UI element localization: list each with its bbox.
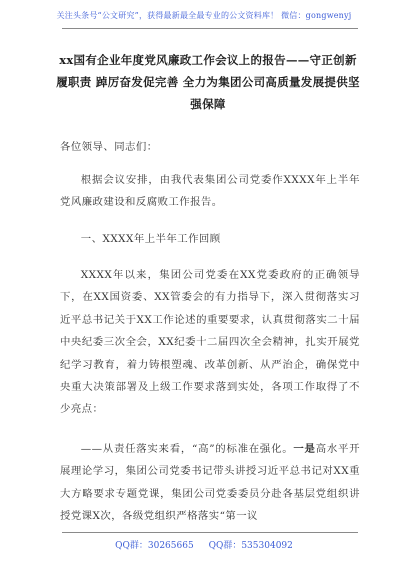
paragraph-emphasis: 一是 xyxy=(293,443,316,455)
salutation: 各位领导、同志们： xyxy=(60,141,158,153)
footer-divider xyxy=(62,532,358,533)
header-divider xyxy=(62,28,358,29)
footer xyxy=(0,538,408,551)
paragraph-rest: 高水平开展理论学习，集团公司党委书记带头讲授习近平总书记对XX重大方略要求专题党课，集团公司党委委员分赴各基层党组织讲授党课X次，各级党组织严格落实“第一议 xyxy=(60,443,361,523)
footer-qq-group-1: QQ群：30265665 xyxy=(115,541,194,551)
header-banner: 关注头条号“公文研究”，获得最新最全最专业的公文资料库！ 微信：gongwenyj xyxy=(56,11,352,20)
paragraph-lead: ——从责任落实来看，“高”的标准在强化。 xyxy=(80,443,294,455)
section-heading: 一、XXXX年上半年工作回顾 xyxy=(80,233,221,245)
document-title: xx国有企业年度党风廉政工作会议上的报告——守正创新履职责 踔厉奋发促完善 全力为集团公司高质量发展提供坚强保障 xyxy=(56,53,360,111)
section-paragraph-2 xyxy=(60,438,360,528)
footer-qq-group-2: QQ群：535304092 xyxy=(208,541,293,551)
section-paragraph: XXXX年以来，集团公司党委在XX党委政府的正确领导下，在XX国资委、XX管委会的有力指导下，深入贯彻落实习近平总书记关于XX工作论述的重要要求，认真贯彻落实二十届中央纪委三次全会，XX纪委十二届四次全会精神，扎实开展党纪学习教育，着力铸根塑魂、改革创新、从严治企，确保党中央重大决策部署及上级工作要求落到实处，各项工作取得了不少亮点： xyxy=(60,269,360,416)
intro-paragraph: 根据会议安排，由我代表集团公司党委作XXXX年上半年党风廉政建设和反腐败工作报告。 xyxy=(60,174,360,209)
